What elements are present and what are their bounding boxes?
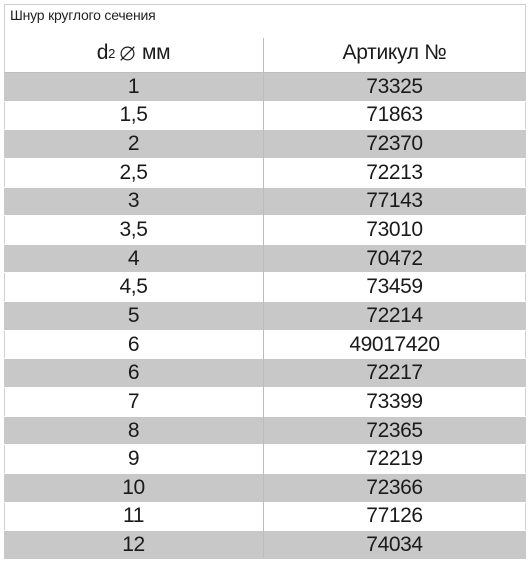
cell-article: 72365	[366, 418, 423, 442]
cell-diameter: 5	[127, 303, 140, 327]
cell-diameter: 10	[122, 475, 145, 499]
header-diameter-unit: мм	[142, 41, 171, 64]
cell-diameter: 11	[123, 504, 144, 528]
cell-article: 77143	[366, 189, 423, 213]
table-row	[4, 474, 526, 503]
table-row	[4, 302, 526, 331]
cell-diameter: 3,5	[119, 218, 148, 242]
table-title: Шнур круглого сечения	[10, 7, 156, 23]
cell-article: 72214	[366, 303, 423, 327]
cell-diameter: 1,5	[119, 103, 148, 127]
cell-article: 73459	[366, 275, 423, 299]
table-row	[4, 359, 526, 388]
cell-article: 73010	[366, 218, 423, 242]
cell-article: 73399	[366, 389, 423, 413]
cell-article: 71863	[366, 103, 423, 127]
cell-diameter: 1	[127, 74, 140, 98]
cell-article: 72366	[366, 475, 423, 499]
cell-article: 70472	[366, 246, 423, 270]
cell-article: 73325	[366, 74, 423, 98]
cell-diameter: 3	[127, 189, 140, 213]
table-row	[4, 159, 526, 188]
table-row	[4, 188, 526, 217]
cell-diameter: 6	[127, 361, 140, 385]
cell-diameter: 7	[127, 389, 140, 413]
header-diameter-prefix: d	[96, 41, 109, 64]
cell-diameter: 4,5	[119, 275, 148, 299]
cell-article: 72219	[366, 447, 423, 471]
table-row	[4, 130, 526, 159]
cell-article: 49017420	[349, 332, 440, 356]
header-article: Артикул №	[342, 41, 447, 64]
cell-diameter: 2,5	[119, 160, 148, 184]
diameter-icon	[119, 45, 136, 62]
table-row	[4, 102, 526, 131]
table-row	[4, 445, 526, 474]
header-diameter-sub: 2	[108, 45, 116, 61]
table-row	[4, 216, 526, 245]
cell-article: 77126	[366, 504, 423, 528]
header-diameter	[4, 34, 263, 72]
cell-article: 74034	[366, 533, 423, 557]
table-row	[4, 331, 526, 360]
table-row	[4, 73, 526, 102]
cell-diameter: 12	[122, 533, 145, 557]
table-row	[4, 417, 526, 446]
table-row	[4, 531, 526, 560]
table-body	[4, 73, 526, 560]
cell-diameter: 4	[127, 246, 140, 270]
table-header	[4, 34, 526, 73]
cell-diameter: 8	[127, 418, 140, 442]
cell-diameter: 6	[127, 332, 140, 356]
cell-diameter: 9	[127, 447, 140, 471]
table-row	[4, 503, 526, 532]
table-row	[4, 388, 526, 417]
table-row	[4, 273, 526, 302]
cell-article: 72217	[366, 361, 423, 385]
table-row	[4, 245, 526, 274]
cell-article: 72213	[366, 160, 423, 184]
column-divider	[263, 38, 264, 558]
cell-article: 72370	[366, 132, 423, 156]
cell-diameter: 2	[127, 132, 140, 156]
